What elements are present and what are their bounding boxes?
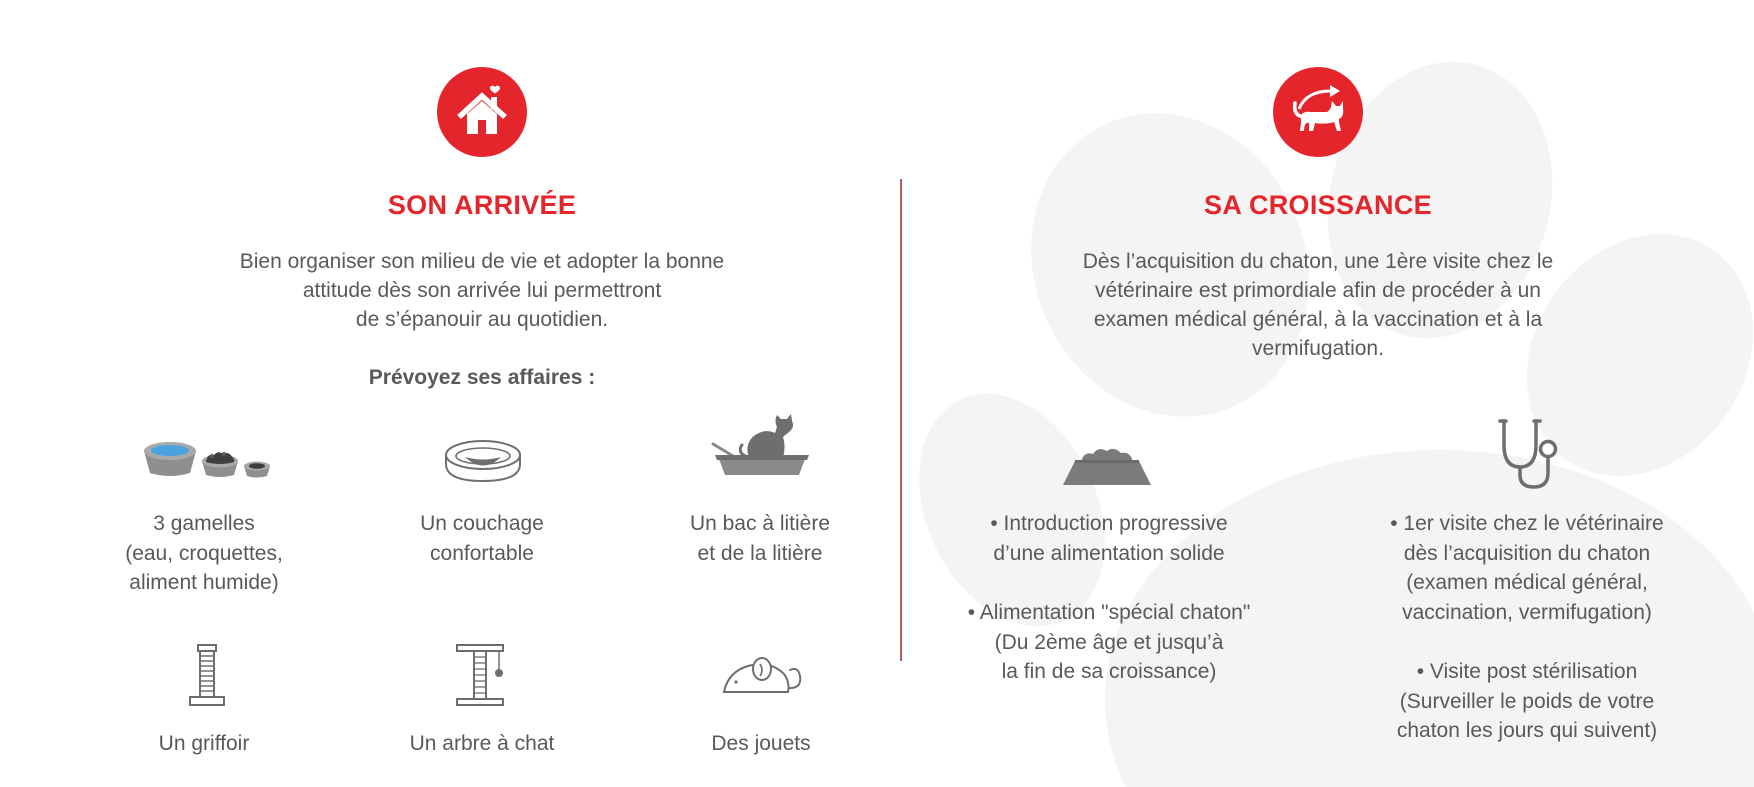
intro-line: Dès l’acquisition du chaton, une 1ère visite chez le: [1082, 250, 1554, 273]
supplies-heading: Prévoyez ses affaires :: [368, 366, 596, 389]
mouse-toy-icon: [718, 652, 806, 698]
item-label-toys: Des jouets: [711, 732, 811, 755]
intro-line: de s’épanouir au quotidien.: [355, 308, 609, 331]
growth-intro: [998, 247, 1638, 363]
item-label-bed: Un couchage confortable: [420, 512, 544, 565]
item-label-scratching-post: Un griffoir: [158, 732, 250, 755]
growth-bullet-sterilisation: • Visite post stérilisation (Surveiller le poids de votre chaton les jours qui suivent): [1396, 660, 1658, 742]
growth-bullet-kitten-food: • Alimentation "spécial chaton" (Du 2ème âge et jusqu’à la fin de sa croissance): [967, 601, 1251, 683]
intro-line: examen médical général, à la vaccination et à la: [1093, 308, 1543, 331]
item-label-cat-tree: Un arbre à chat: [409, 732, 555, 755]
growth-bullet-vet-visit: • 1er visite chez le vétérinaire dès l’acquisition du chaton (examen médical général, vaccination, vermifugation): [1390, 512, 1664, 624]
intro-line: attitude dès son arrivée lui permettront: [302, 279, 662, 302]
cat-bed-icon: [443, 436, 523, 484]
growing-cat-icon: [1273, 67, 1363, 157]
litter-box-icon: [711, 411, 811, 483]
intro-line: vermifugation.: [1252, 337, 1384, 360]
growth-bullet-food: • Introduction progressive d’une alimentation solide: [990, 512, 1228, 565]
bowls-icon: [142, 435, 272, 481]
stethoscope-icon: [1496, 417, 1560, 491]
item-label-litter: Un bac à litière et de la litière: [689, 512, 831, 565]
intro-line: vétérinaire est primordiale afin de procéder à un: [1095, 279, 1541, 302]
section-divider: [900, 179, 902, 661]
intro-line: Bien organiser son milieu de vie et adopter la bonne: [239, 250, 725, 273]
scratching-post-icon: [187, 643, 227, 709]
house-heart-icon: [437, 67, 527, 157]
growth-title: SA CROISSANCE: [1204, 190, 1432, 220]
item-label-bowls: 3 gamelles (eau, croquettes, aliment humide): [125, 512, 283, 594]
food-bowl-icon: [1061, 441, 1153, 489]
arrival-title: SON ARRIVÉE: [387, 190, 577, 220]
cat-tree-icon: [455, 643, 513, 707]
arrival-intro: [162, 247, 802, 334]
